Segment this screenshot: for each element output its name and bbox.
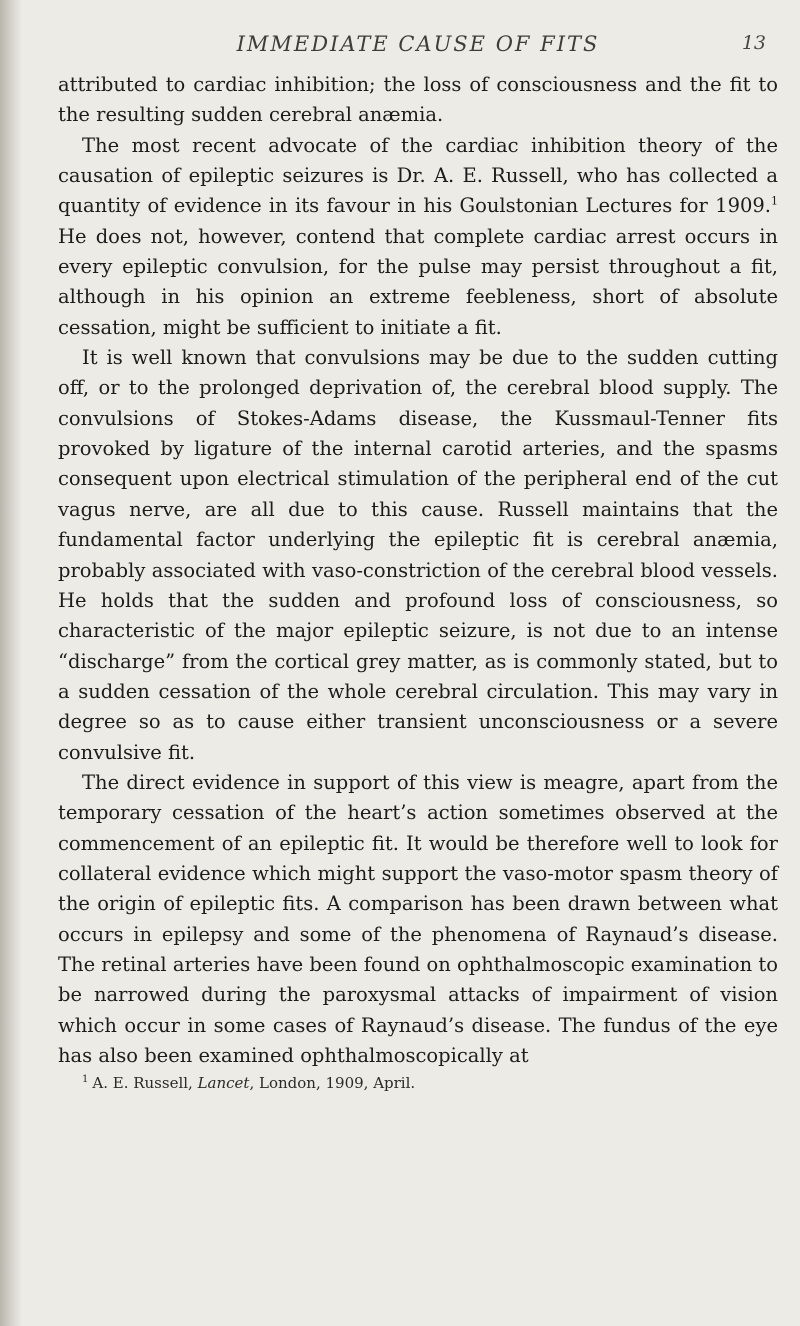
footnote	[82, 1073, 778, 1093]
paragraph-2	[58, 131, 778, 343]
book-page	[58, 30, 778, 1093]
page-number: 13	[741, 32, 766, 54]
footnote-number: 1	[82, 1074, 89, 1086]
paragraph-4: The direct evidence in support of this view is meagre, apart from the temporary cessation of the heart’s action sometimes observed at the commencement of an epileptic fit. It would be therefore well to look for collateral evidence which might support the vaso-motor spasm theory of the origin of epileptic fits. A comparison has been drawn between what occurs in epilepsy and some of the phenomena of Raynaud’s disease. The retinal arteries have been found on ophthalmoscopic examination to be narrowed during the paroxysmal attacks of impairment of vision which occur in some cases of Raynaud’s disease. The fundus of the eye has also been examined ophthalmoscopically at	[58, 770, 778, 1067]
paragraph-3: It is well known that convulsions may be due to the sudden cutting off, or to the prolonged deprivation of, the cerebral blood supply. The convulsions of Stokes-Adams disease, the Kussmaul-Tenner fits provoked by ligature of the internal carotid arteries, and the spasms consequent upon electrical stimulation of the peripheral end of the cut vagus nerve, are all due to this cause. Russell maintains that the fundamental factor underlying the epileptic fit is cerebral anæmia, probably associated with vaso-constriction of the cerebral blood vessels. He holds that the sudden and profound loss of consciousness, so characteristic of the major epileptic seizure, is not due to an intense “discharge” from the cortical grey matter, as is commonly stated, but to a sudden cessation of the whole cerebral circulation. This may vary in degree so as to cause either transient unconsciousness or a severe convulsive fit.	[58, 346, 778, 764]
footnote-details: , London, 1909, April.	[249, 1074, 416, 1093]
running-head-title: IMMEDIATE CAUSE OF FITS	[236, 32, 600, 56]
paragraph-1: attributed to cardiac inhibition; the loss of consciousness and the fit to the resulting sudden cerebral anæmia.	[58, 73, 778, 127]
paragraph-2-text-start: The most recent advocate of the cardiac inhibition theory of the causation of epileptic seizures is Dr. A. E. Russell, who has collected a quantity of evidence in its favour in his Goulstonian Lectures for 1909.	[58, 133, 778, 218]
footnote-author: A. E. Russell,	[92, 1074, 198, 1093]
paragraph-2-text-end: He does not, however, contend that complete cardiac arrest occurs in every epileptic convulsion, for the pulse may persist throughout a fit, although in his opinion an extreme feebleness, short of absolute cessation, might be sufficient to initiate a fit.	[58, 224, 778, 339]
body-text	[58, 70, 778, 1071]
running-head	[58, 30, 778, 70]
footnote-reference[interactable]: 1	[771, 194, 778, 208]
footnote-work: Lancet	[197, 1074, 250, 1093]
page-binding-edge	[0, 0, 22, 1326]
